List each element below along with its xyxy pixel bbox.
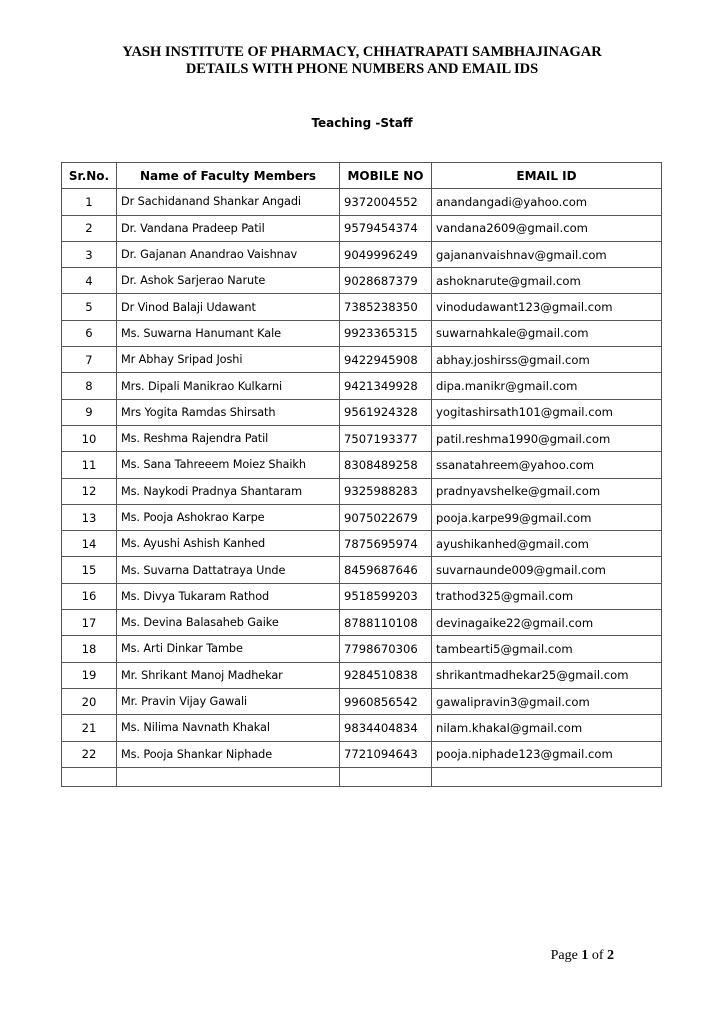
cell-sr-no: 8 [62, 373, 117, 399]
cell-sr-no: 5 [62, 294, 117, 320]
cell-email: pradnyavshelke@gmail.com [432, 478, 662, 504]
cell-sr-no: 13 [62, 504, 117, 530]
cell-mobile-no: 9075022679 [340, 504, 432, 530]
cell-email: tambearti5@gmail.com [432, 636, 662, 662]
cell-faculty-name: Ms. Arti Dinkar Tambe [117, 636, 340, 662]
cell-email: pooja.karpe99@gmail.com [432, 504, 662, 530]
cell-faculty-name: Ms. Nilima Navnath Khakal [117, 715, 340, 741]
cell-email: suvarnaunde009@gmail.com [432, 557, 662, 583]
cell-email: vandana2609@gmail.com [432, 215, 662, 241]
table-row [62, 320, 662, 346]
cell-faculty-name: Dr. Vandana Pradeep Patil [117, 215, 340, 241]
cell-email: shrikantmadhekar25@gmail.com [432, 662, 662, 688]
cell-mobile-no: 8788110108 [340, 610, 432, 636]
cell-email: pooja.niphade123@gmail.com [432, 741, 662, 767]
cell-faculty-name: Ms. Naykodi Pradnya Shantaram [117, 478, 340, 504]
cell-faculty-name: Ms. Ayushi Ashish Kanhed [117, 531, 340, 557]
empty-table-row [62, 767, 662, 786]
cell-faculty-name: Ms. Divya Tukaram Rathod [117, 583, 340, 609]
cell-mobile-no: 9518599203 [340, 583, 432, 609]
cell-faculty-name: Ms. Suvarna Dattatraya Unde [117, 557, 340, 583]
cell-sr-no: 3 [62, 241, 117, 267]
table-row [62, 610, 662, 636]
total-pages: 2 [607, 948, 614, 963]
cell-sr-no: 12 [62, 478, 117, 504]
cell-email: trathod325@gmail.com [432, 583, 662, 609]
faculty-table [61, 162, 662, 787]
cell-sr-no: 22 [62, 741, 117, 767]
cell-mobile-no: 9579454374 [340, 215, 432, 241]
table-row [62, 557, 662, 583]
cell-mobile-no: 9284510838 [340, 662, 432, 688]
table-row [62, 268, 662, 294]
cell-faculty-name: Ms. Pooja Shankar Niphade [117, 741, 340, 767]
cell-email: nilam.khakal@gmail.com [432, 715, 662, 741]
cell-faculty-name: Mrs Yogita Ramdas Shirsath [117, 399, 340, 425]
column-header-email: EMAIL ID [432, 163, 662, 189]
cell-mobile-no: 9923365315 [340, 320, 432, 346]
cell-mobile-no: 7721094643 [340, 741, 432, 767]
column-header-name: Name of Faculty Members [117, 163, 340, 189]
table-row [62, 688, 662, 714]
table-row [62, 636, 662, 662]
cell-email: gawalipravin3@gmail.com [432, 688, 662, 714]
cell-email: anandangadi@yahoo.com [432, 189, 662, 215]
cell-faculty-name: Dr. Gajanan Anandrao Vaishnav [117, 241, 340, 267]
cell-sr-no: 19 [62, 662, 117, 688]
table-row [62, 478, 662, 504]
cell-email: gajananvaishnav@gmail.com [432, 241, 662, 267]
cell-email: suwarnahkale@gmail.com [432, 320, 662, 346]
cell-faculty-name: Ms. Suwarna Hanumant Kale [117, 320, 340, 346]
table-row [62, 662, 662, 688]
cell-sr-no: 10 [62, 425, 117, 451]
of-word: of [591, 948, 604, 963]
table-row [62, 741, 662, 767]
cell-faculty-name: Dr. Ashok Sarjerao Narute [117, 268, 340, 294]
table-header-row [62, 163, 662, 189]
table-row [62, 452, 662, 478]
cell-sr-no: 1 [62, 189, 117, 215]
column-header-sr-no: Sr.No. [62, 163, 117, 189]
institute-title: YASH INSTITUTE OF PHARMACY, CHHATRAPATI SAMBHAJINAGAR [122, 44, 602, 60]
table-row [62, 215, 662, 241]
cell-email: yogitashirsath101@gmail.com [432, 399, 662, 425]
empty-cell [62, 767, 117, 786]
cell-sr-no: 6 [62, 320, 117, 346]
page-word: Page [550, 948, 578, 963]
cell-sr-no: 16 [62, 583, 117, 609]
table-row [62, 373, 662, 399]
cell-email: ssanatahreem@yahoo.com [432, 452, 662, 478]
cell-sr-no: 21 [62, 715, 117, 741]
cell-sr-no: 7 [62, 347, 117, 373]
cell-email: ashoknarute@gmail.com [432, 268, 662, 294]
table-row [62, 399, 662, 425]
cell-mobile-no: 9834404834 [340, 715, 432, 741]
cell-email: vinodudawant123@gmail.com [432, 294, 662, 320]
cell-email: abhay.joshirss@gmail.com [432, 347, 662, 373]
empty-cell [340, 767, 432, 786]
cell-mobile-no: 7798670306 [340, 636, 432, 662]
cell-email: dipa.manikr@gmail.com [432, 373, 662, 399]
table-row [62, 347, 662, 373]
cell-mobile-no: 9049996249 [340, 241, 432, 267]
table-row [62, 425, 662, 451]
cell-faculty-name: Dr Vinod Balaji Udawant [117, 294, 340, 320]
section-title: Teaching -Staff [311, 116, 413, 130]
cell-email: devinagaike22@gmail.com [432, 610, 662, 636]
cell-faculty-name: Ms. Devina Balasaheb Gaike [117, 610, 340, 636]
cell-faculty-name: Ms. Sana Tahreeem Moiez Shaikh [117, 452, 340, 478]
cell-faculty-name: Mrs. Dipali Manikrao Kulkarni [117, 373, 340, 399]
cell-faculty-name: Ms. Pooja Ashokrao Karpe [117, 504, 340, 530]
cell-faculty-name: Mr. Shrikant Manoj Madhekar [117, 662, 340, 688]
cell-mobile-no: 7385238350 [340, 294, 432, 320]
cell-sr-no: 14 [62, 531, 117, 557]
cell-sr-no: 2 [62, 215, 117, 241]
cell-mobile-no: 8308489258 [340, 452, 432, 478]
empty-cell [117, 767, 340, 786]
table-row [62, 715, 662, 741]
table-row [62, 531, 662, 557]
cell-mobile-no: 9561924328 [340, 399, 432, 425]
table-row [62, 241, 662, 267]
table-row [62, 189, 662, 215]
cell-mobile-no: 9325988283 [340, 478, 432, 504]
table-body [62, 189, 662, 787]
cell-sr-no: 17 [62, 610, 117, 636]
cell-sr-no: 9 [62, 399, 117, 425]
column-header-mobile: MOBILE NO [340, 163, 432, 189]
current-page: 1 [581, 948, 589, 963]
cell-sr-no: 15 [62, 557, 117, 583]
table-row [62, 504, 662, 530]
document-subtitle: DETAILS WITH PHONE NUMBERS AND EMAIL IDS [185, 61, 539, 77]
cell-faculty-name: Mr Abhay Sripad Joshi [117, 347, 340, 373]
cell-mobile-no: 9372004552 [340, 189, 432, 215]
cell-mobile-no: 9960856542 [340, 688, 432, 714]
cell-mobile-no: 9028687379 [340, 268, 432, 294]
cell-faculty-name: Ms. Reshma Rajendra Patil [117, 425, 340, 451]
cell-sr-no: 20 [62, 688, 117, 714]
cell-mobile-no: 7507193377 [340, 425, 432, 451]
cell-mobile-no: 9421349928 [340, 373, 432, 399]
cell-email: patil.reshma1990@gmail.com [432, 425, 662, 451]
table-row [62, 583, 662, 609]
cell-sr-no: 11 [62, 452, 117, 478]
empty-cell [432, 767, 662, 786]
cell-faculty-name: Mr. Pravin Vijay Gawali [117, 688, 340, 714]
page-number [551, 948, 614, 964]
table-row [62, 294, 662, 320]
cell-sr-no: 4 [62, 268, 117, 294]
cell-mobile-no: 9422945908 [340, 347, 432, 373]
cell-sr-no: 18 [62, 636, 117, 662]
cell-mobile-no: 7875695974 [340, 531, 432, 557]
cell-mobile-no: 8459687646 [340, 557, 432, 583]
cell-faculty-name: Dr Sachidanand Shankar Angadi [117, 189, 340, 215]
cell-email: ayushikanhed@gmail.com [432, 531, 662, 557]
